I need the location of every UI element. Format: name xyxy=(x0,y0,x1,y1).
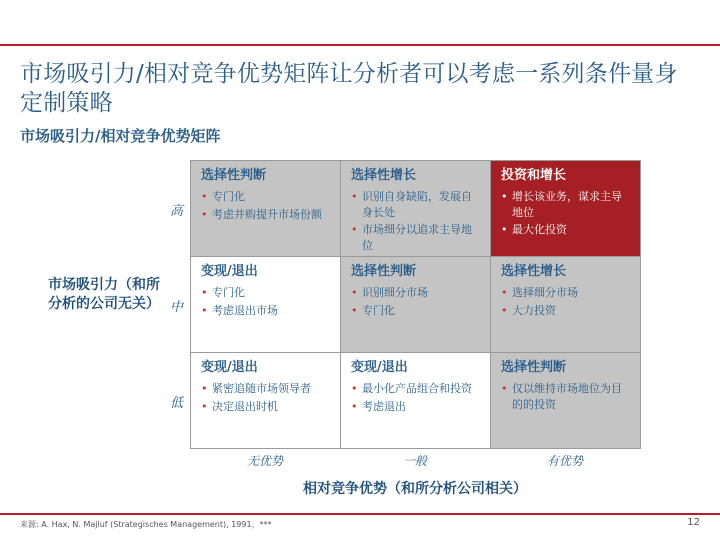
source-note: 来源: A. Hax, N. Majluf (Strategisches Management), 1991，*** xyxy=(20,520,272,529)
cell-bullet: • 紧密追随市场领导者 xyxy=(201,381,332,397)
matrix-cell-medium-medium xyxy=(341,257,491,353)
matrix-cell-medium-strong xyxy=(491,257,641,353)
x-axis-label: 相对竞争优势（和所分析公司相关） xyxy=(303,481,527,497)
cell-bullets xyxy=(201,285,332,318)
cell-title: 变现/退出 xyxy=(201,264,258,279)
cell-title: 选择性判断 xyxy=(501,360,567,375)
cell-bullet: • 考虑并购提升市场份额 xyxy=(201,207,332,223)
cell-bullet: • 市场细分以追求主导地位 xyxy=(351,222,482,253)
matrix-cell-high-medium xyxy=(341,161,491,257)
cell-title: 选择性增长 xyxy=(351,168,417,183)
cell-bullets xyxy=(501,381,632,412)
cell-bullet: • 最小化产品组合和投资 xyxy=(351,381,482,397)
page-title: 市场吸引力/相对竞争优势矩阵让分析者可以考虑一系列条件量身 定制策略 xyxy=(20,61,678,116)
bottom-divider xyxy=(0,513,720,515)
cell-bullets xyxy=(201,381,332,414)
row-label-high: 高 xyxy=(170,204,184,219)
cell-bullet: • 专门化 xyxy=(201,189,332,205)
cell-title: 变现/退出 xyxy=(201,360,258,375)
cell-bullet: • 专门化 xyxy=(351,303,482,319)
cell-title: 选择性判断 xyxy=(351,264,417,279)
cell-bullets xyxy=(501,189,632,238)
row-label-medium: 中 xyxy=(170,300,184,315)
cell-bullet: • 选择细分市场 xyxy=(501,285,632,301)
cell-bullet: • 仅以维持市场地位为目的的投资 xyxy=(501,381,632,412)
cell-title: 选择性判断 xyxy=(201,168,267,183)
cell-bullets xyxy=(501,285,632,318)
cell-bullets xyxy=(351,381,482,414)
matrix-subtitle: 市场吸引力/相对竞争优势矩阵 xyxy=(20,127,221,145)
cell-bullet: • 决定退出时机 xyxy=(201,399,332,415)
page-number: 12 xyxy=(687,517,700,528)
cell-bullet: • 大力投资 xyxy=(501,303,632,319)
col-label-strong: 有优势 xyxy=(546,454,583,468)
matrix-cell-high-none xyxy=(191,161,341,257)
cell-bullets xyxy=(201,189,332,222)
cell-bullet: • 识别细分市场 xyxy=(351,285,482,301)
matrix-cell-medium-none xyxy=(191,257,341,353)
matrix-cell-low-strong xyxy=(491,353,641,449)
y-axis-label: 市场吸引力（和所分析的公司无关） xyxy=(48,277,160,312)
matrix-cell-high-strong xyxy=(491,161,641,257)
col-label-medium: 一般 xyxy=(402,454,427,468)
cell-bullets xyxy=(351,285,482,318)
cell-bullet: • 识别自身缺陷，发展自身长处 xyxy=(351,189,482,220)
matrix-cell-low-none xyxy=(191,353,341,449)
cell-bullet: • 最大化投资 xyxy=(501,222,632,238)
col-label-none: 无优势 xyxy=(246,454,283,468)
matrix-grid xyxy=(190,160,641,449)
top-divider xyxy=(0,44,720,46)
cell-bullet: • 增长该业务，谋求主导地位 xyxy=(501,189,632,220)
cell-bullets xyxy=(351,189,482,253)
row-label-low: 低 xyxy=(170,396,184,411)
cell-bullet: • 专门化 xyxy=(201,285,332,301)
matrix-cell-low-medium xyxy=(341,353,491,449)
cell-bullet: • 考虑退出市场 xyxy=(201,303,332,319)
cell-title: 投资和增长 xyxy=(501,168,567,183)
cell-title: 选择性增长 xyxy=(501,264,567,279)
cell-title: 变现/退出 xyxy=(351,360,408,375)
cell-bullet: • 考虑退出 xyxy=(351,399,482,415)
